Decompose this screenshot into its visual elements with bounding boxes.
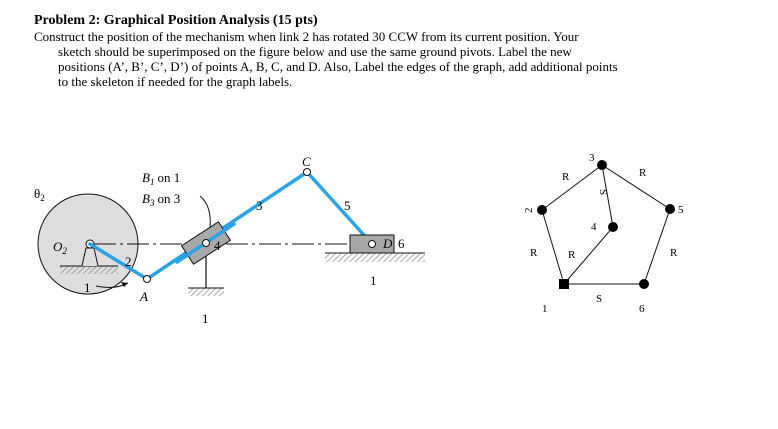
graph-edge-1-4-label: R [568, 249, 576, 261]
link-4-label: 4 [214, 238, 221, 253]
link-5-label: 5 [344, 198, 351, 213]
graph-edge-1-6-label: S [596, 293, 603, 305]
graph-node-3-label: 3 [589, 152, 595, 164]
graph-node-5-label: 5 [678, 204, 684, 216]
o2-label: $O_2$ [53, 239, 67, 256]
graph-edge-3-4-label: S [597, 189, 609, 196]
link-2-label: 2 [125, 254, 132, 269]
problem-line-3: positions (A’, B’, C’, D’) of points A, B, C, and D. Also, Label the edges of the graph, add additional points [58, 59, 618, 74]
graph-node-4 [608, 222, 618, 232]
graph-node-3 [597, 160, 607, 170]
graph-edge-5-6-label: R [670, 247, 678, 259]
b-on-3-label: $B_3$ on 3 [142, 191, 181, 208]
graph-node-2-label: 2 [523, 207, 535, 213]
graph-edge-3-4 [602, 165, 613, 227]
graph-edge-5-6 [644, 209, 670, 284]
graph-node-1 [559, 279, 569, 289]
kinematic-graph [523, 152, 684, 315]
graph-node-4-label: 4 [591, 221, 597, 233]
graph-node-1-label: 1 [542, 303, 548, 315]
ground-1-right-label: 1 [370, 273, 377, 288]
pivot-d [369, 241, 376, 248]
b-on-1-label: $B_1$ on 1 [142, 170, 181, 187]
theta2-label: $\theta_2$ [34, 186, 45, 203]
b-leader [200, 196, 210, 228]
link-3-label: 3 [256, 198, 263, 213]
graph-edge-1-2 [542, 210, 564, 284]
graph-node-2 [537, 205, 547, 215]
d-label: D [383, 236, 393, 251]
problem-title: Problem 2: Graphical Position Analysis (15 pts) [34, 13, 318, 28]
ground-1-left-label: 1 [84, 280, 91, 295]
ground-hatch-b [188, 288, 224, 296]
a-label: A [140, 289, 148, 304]
graph-node-6 [639, 279, 649, 289]
problem-line-2: sketch should be superimposed on the figure below and use the same ground pivots. Label the new [58, 44, 572, 59]
mechanism-diagram [34, 154, 425, 326]
pivot-b [203, 240, 210, 247]
problem-line-1: Construct the position of the mechanism when link 2 has rotated 30 CCW from its current position. Your [34, 29, 579, 44]
ground-1-mid-label: 1 [202, 311, 209, 326]
graph-edge-3-5-label: R [639, 167, 647, 179]
link-6-label: 6 [398, 236, 405, 251]
graph-edge-1-2-label: R [530, 247, 538, 259]
link-3 [147, 172, 307, 279]
graph-node-5 [665, 204, 675, 214]
joint-a [144, 276, 151, 283]
graph-edge-2-3-label: R [562, 171, 570, 183]
joint-c [304, 169, 311, 176]
problem-line-4: to the skeleton if needed for the graph labels. [58, 74, 293, 89]
ground-hatch-slider [325, 253, 425, 262]
graph-edge-2-3 [542, 165, 602, 210]
link-5 [307, 172, 372, 244]
graph-edge-3-5 [602, 165, 670, 209]
graph-node-6-label: 6 [639, 303, 645, 315]
c-label: C [302, 154, 311, 169]
ground-hatch-o2 [60, 266, 118, 274]
